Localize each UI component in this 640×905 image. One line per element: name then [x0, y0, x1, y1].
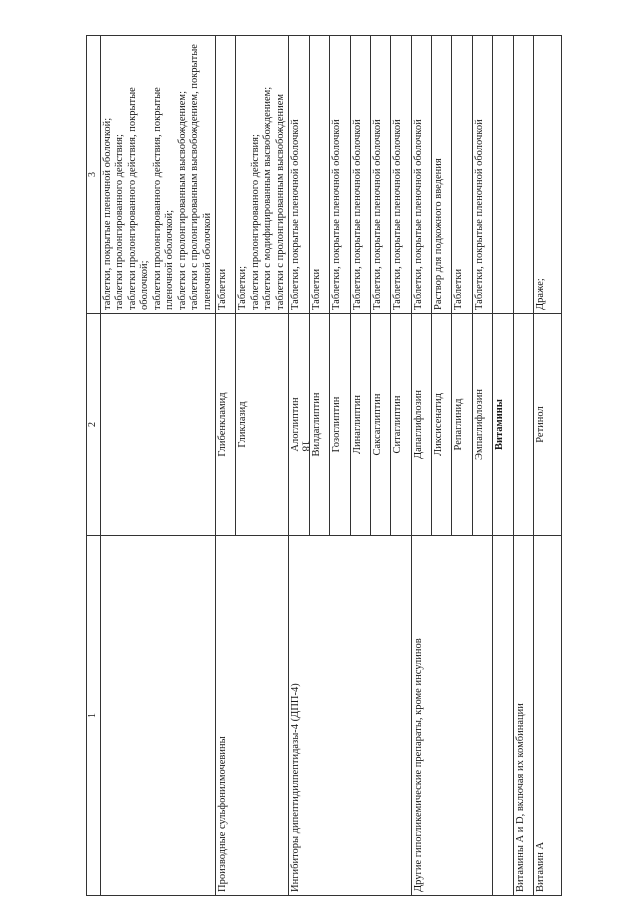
substance-cell: [100, 314, 216, 536]
group-cell: Ингибиторы дипептидилпептидазы-4 (ДПП-4): [289, 536, 411, 896]
section-heading: Витамины: [493, 314, 513, 536]
substance-cell: Гликлазид: [236, 314, 289, 536]
header-cell: 2: [87, 314, 101, 536]
substance-cell: Эмпаглифлозин: [472, 314, 492, 536]
table-row: [100, 36, 216, 896]
table-row: [534, 36, 562, 896]
substance-cell: Ситаглиптин: [391, 314, 411, 536]
drug-table: [86, 35, 562, 896]
substance-cell: Дапаглифлозин: [411, 314, 431, 536]
form-cell: Таблетки, покрытые пленочной оболочкой: [370, 36, 390, 314]
form-cell: Таблетки, покрытые пленочной оболочкой: [472, 36, 492, 314]
form-cell: Таблетки, покрытые пленочной оболочкой: [391, 36, 411, 314]
substance-cell: Саксаглиптин: [370, 314, 390, 536]
table-row: [216, 36, 236, 896]
group-cell: Производные сульфонилмочевины: [216, 536, 289, 896]
substance-cell: [513, 314, 534, 536]
form-cell: Таблетки; таблетки пролонгированного действия; таблетки с модифицированным высвобождением; таблетки с пролонгированным высвобождением: [236, 36, 289, 314]
table-row: [513, 36, 534, 896]
rotated-table-container: [86, 36, 562, 896]
substance-cell: Ретинол: [534, 314, 562, 536]
group-cell: [493, 536, 513, 896]
form-cell: [513, 36, 534, 314]
header-cell: 1: [87, 536, 101, 896]
group-cell: Витамин А: [534, 536, 562, 896]
form-cell: Таблетки, покрытые пленочной оболочкой: [289, 36, 309, 314]
substance-cell: Ликсисенатид: [432, 314, 452, 536]
form-cell: Таблетки: [216, 36, 236, 314]
header-cell: 3: [87, 36, 101, 314]
substance-cell: Репаглинид: [452, 314, 472, 536]
form-cell: Таблетки, покрытые пленочной оболочкой: [411, 36, 431, 314]
form-cell: Таблетки: [309, 36, 329, 314]
group-cell: Витамины А и D, включая их комбинации: [513, 536, 534, 896]
page-number: 18: [299, 440, 312, 452]
table-row: [289, 36, 309, 896]
form-cell: Таблетки, покрытые пленочной оболочкой: [330, 36, 350, 314]
form-cell: таблетки, покрытые пленочной оболочкой; таблетки пролонгированного действия; таблетки пролонгированного действия, покрытые оболочкой; таблетки пролонгированного действия, покрытые пленочной оболочкой; таблетки с пролонгированным высвобождением; таблетки с пролонгированным высвобождением, покрытые пленочной оболочкой: [100, 36, 216, 314]
table-row: [411, 36, 431, 896]
form-cell: Раствор для подкожного введения: [432, 36, 452, 314]
substance-cell: Вилдаглиптин: [309, 314, 329, 536]
table-header-row: [87, 36, 101, 896]
table-row: [493, 36, 513, 896]
group-cell: [100, 536, 216, 896]
form-cell: [493, 36, 513, 314]
substance-cell: Гозоглиптин: [330, 314, 350, 536]
substance-cell: Алоглиптин: [289, 314, 309, 536]
form-cell: Таблетки, покрытые пленочной оболочкой: [350, 36, 370, 314]
form-cell: Таблетки: [452, 36, 472, 314]
group-cell: Другие гипогликемические препараты, кроме инсулинов: [411, 536, 493, 896]
substance-cell: Глибенкламид: [216, 314, 236, 536]
form-cell: Драже;: [534, 36, 562, 314]
substance-cell: Линаглиптин: [350, 314, 370, 536]
